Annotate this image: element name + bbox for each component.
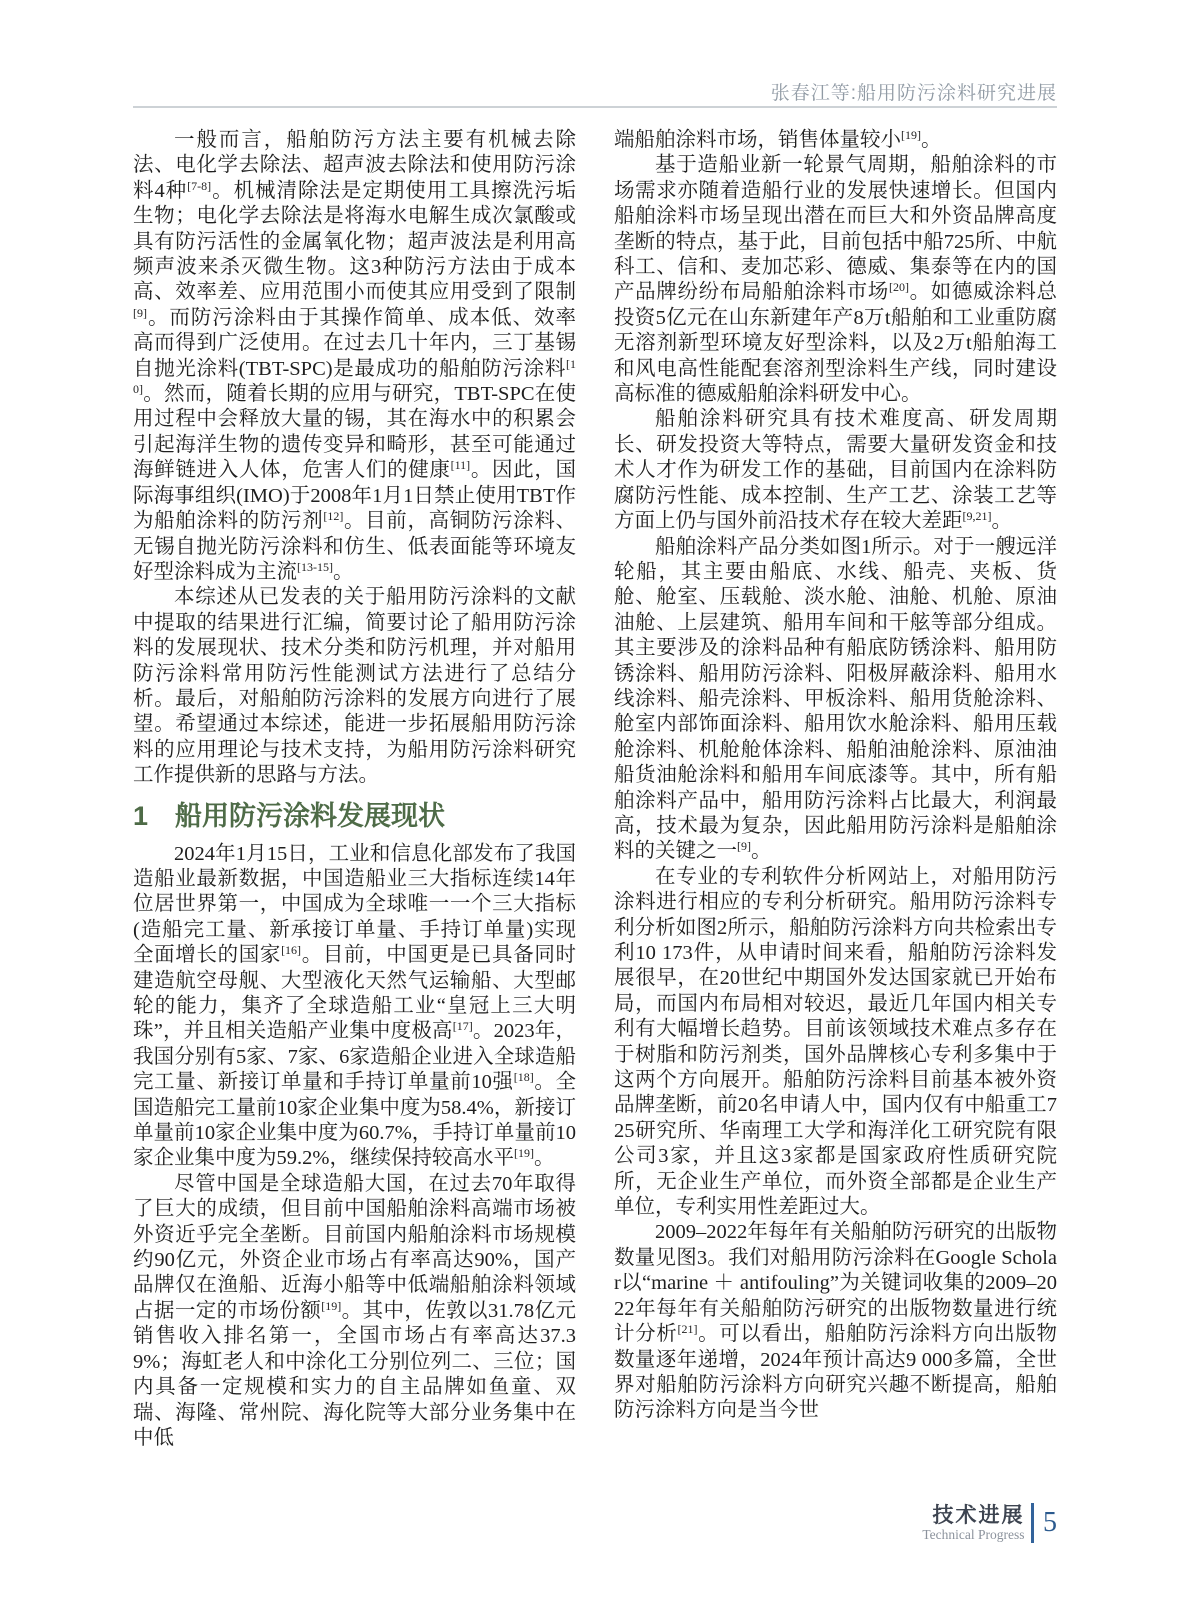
- running-header-title: 张春江等:船用防污涂料研究进展: [770, 83, 1057, 104]
- footer-section-labels: [922, 1504, 1024, 1542]
- left-column: [133, 128, 576, 1451]
- page-footer: [922, 1503, 1057, 1543]
- footer-divider-bar: [1031, 1503, 1035, 1543]
- page-number: 5: [1043, 1507, 1057, 1538]
- paragraph-market-monopoly-continued: 端船舶涂料市场，销售体量较小[19]。: [614, 128, 942, 151]
- section-1-title: 船用防污涂料发展现状: [175, 800, 446, 831]
- paragraph-domestic-brands: 基于造船业新一轮景气周期，船舶涂料的市场需求亦随着造船行业的发展快速增长。但国内船舶涂料市场呈现出潜在而巨大和外资品牌高度垄断的特点，基于此，目前包括中船725所、中航科工、信和、麦加芯彩、德威、集泰等在内的国产品牌纷纷布局船舶涂料市场[20]。如德威涂料总投资5亿元在山东新建年产8万t船舶和工业重防腐无溶剂新型环境友好型涂料，以及2万t船舶海工和风电高性能配套溶剂型涂料生产线，同时建设高标准的德威船舶涂料研发中心。: [614, 154, 1058, 406]
- section-1-number: 1: [133, 800, 149, 831]
- right-column: [614, 128, 1057, 1451]
- paragraph-review-scope: 本综述从已发表的关于船用防污涂料的文献中提取的结果进行汇编，简要讨论了船用防污涂料的发展现状、技术分类和防污机理，并对船用防污涂料常用防污性能测试方法进行了总结分析。最后，对船舶防污涂料的发展方向进行了展望。希望通过本综述，能进一步拓展船用防污涂料的应用理论与技术支持，为船用防污涂料研究工作提供新的思路与方法。: [133, 586, 576, 787]
- paragraph-intro-methods: 一般而言，船舶防污方法主要有机械去除法、电化学去除法、超声波去除法和使用防污涂料4种[7-8]。机械清除法是定期使用工具擦洗污垢生物；电化学去除法是将海水电解生成次氯酸或具有防污活性的金属氧化物；超声波法是利用高频声波来杀灭微生物。这3种防污方法由于成本高、效率差、应用范围小而使其应用受到了限制[9]。而防污涂料由于其操作简单、成本低、效率高而得到广泛使用。在过去几十年内，三丁基锡自抛光涂料(TBT-SPC)是最成功的船舶防污涂料[10]。然而，随着长期的应用与研究，TBT-SPC在使用过程中会释放大量的锡，其在海水中的积累会引起海洋生物的遗传变异和畸形，甚至可能通过海鲜链进入人体，危害人们的健康[11]。因此，国际海事组织(IMO)于2008年1月1日禁止使用TBT作为船舶涂料的防污剂[12]。目前，高铜防污涂料、无锡自抛光防污涂料和仿生、低表面能等环境友好型涂料成为主流[13-15]。: [133, 129, 577, 583]
- paragraph-publication-trend: 2009–2022年每年有关船舶防污研究的出版物数量见图3。我们对船用防污涂料在Google Scholar以“marine ＋ antifouling”为关键词收集的2009–2022年每年有关船舶防污研究的出版物数量进行统计分析[21]。可以看出，船舶防污涂料方向出版物数量逐年递增，2024年预计高达9 000多篇，全世界对船舶防污涂料方向研究兴趣不断提高，船舶防污涂料方向是当今世: [614, 1221, 1058, 1422]
- footer-section-label-cn: 技术进展: [932, 1504, 1025, 1527]
- paragraph-rd-gap: 船舶涂料研究具有技术难度高、研发周期长、研发投资大等特点，需要大量研发资金和技术人才作为研发工作的基础，目前国内在涂料防腐防污性能、成本控制、生产工艺、涂装工艺等方面上仍与国外前沿技术存在较大差距[9,21]。: [614, 408, 1057, 533]
- section-1-heading: [133, 799, 576, 833]
- article-body: [133, 128, 1057, 1451]
- paragraph-market-monopoly: 尽管中国是全球造船大国，在过去70年取得了巨大的成绩，但目前中国船舶涂料高端市场被外资近乎完全垄断。目前国内船舶涂料市场规模约90亿元，外资企业市场占有率高达90%，国产品牌仅在渔船、近海小船等中低端船舶涂料领域占据一定的市场份额[19]。其中，佐敦以31.78亿元销售收入排名第一，全国市场占有率高达37.39%；海虹老人和中涂化工分别位列二、三位；国内具备一定规模和实力的自主品牌如鱼童、双瑞、海隆、常州院、海化院等大部分业务集中在中低: [133, 1172, 577, 1449]
- footer-section-label-en: Technical Progress: [922, 1527, 1025, 1542]
- paragraph-patent-analysis: 在专业的专利软件分析网站上，对船用防污涂料进行相应的专利分析研究。船用防污涂料专利分析如图2所示，船舶防污涂料方向共检索出专利10 173件，从申请时间来看，船舶防污涂料发展很早，在20世纪中期国外发达国家就已开始布局，而国内布局相对较迟，最近几年国内相关专利有大幅增长趋势。目前该领域技术难点多存在于树脂和防污剂类，国外品牌核心专利多集中于这两个方向展开。船舶防污涂料目前基本被外资品牌垄断，前20名申请人中，国内仅有中船重工725研究所、华南理工大学和海洋化工研究院有限公司3家，并且这3家都是国家政府性质研究院所，无企业生产单位，而外资全部都是企业生产单位，专利实用性差距过大。: [614, 865, 1057, 1219]
- paragraph-coating-classification: 船舶涂料产品分类如图1所示。对于一艘远洋轮船，其主要由船底、水线、船壳、夹板、货舱、舱室、压载舱、淡水舱、油舱、机舱、原油油舱、上层建筑、船用车间和干舷等部分组成。其主要涉及的涂料品种有船底防锈涂料、船用防锈涂料、船用防污涂料、阳极屏蔽涂料、船用水线涂料、船壳涂料、甲板涂料、船用货舱涂料、舱室内部饰面涂料、船用饮水舱涂料、船用压载舱涂料、机舱舱体涂料、船舶油舱涂料、原油油船货油舱涂料和船用车间底漆等。其中，所有船舶涂料产品中，船用防污涂料占比最大，利润最高，技术最为复杂，因此船用防污涂料是船舶涂料的关键之一[9]。: [614, 535, 1057, 863]
- header-rule: [133, 106, 1057, 108]
- paragraph-shipbuilding-data: 2024年1月15日，工业和信息化部发布了我国造船业最新数据，中国造船业三大指标连续14年位居世界第一，中国成为全球唯一一个三大指标(造船完工量、新承接订单量、手持订单量)实现全面增长的国家[16]。目前，中国更是已具备同时建造航空母舰、大型液化天然气运输船、大型邮轮的能力，集齐了全球造船工业“皇冠上三大明珠”，并且相关造船产业集中度极高[17]。2023年，我国分别有5家、7家、6家造船企业进入全球造船完工量、新接订单量和手持订单量前10强[18]。全国造船完工量前10家企业集中度为58.4%，新接订单量前10家企业集中度为60.7%，手持订单量前10家企业集中度为59.2%，继续保持较高水平[19]。: [133, 842, 577, 1170]
